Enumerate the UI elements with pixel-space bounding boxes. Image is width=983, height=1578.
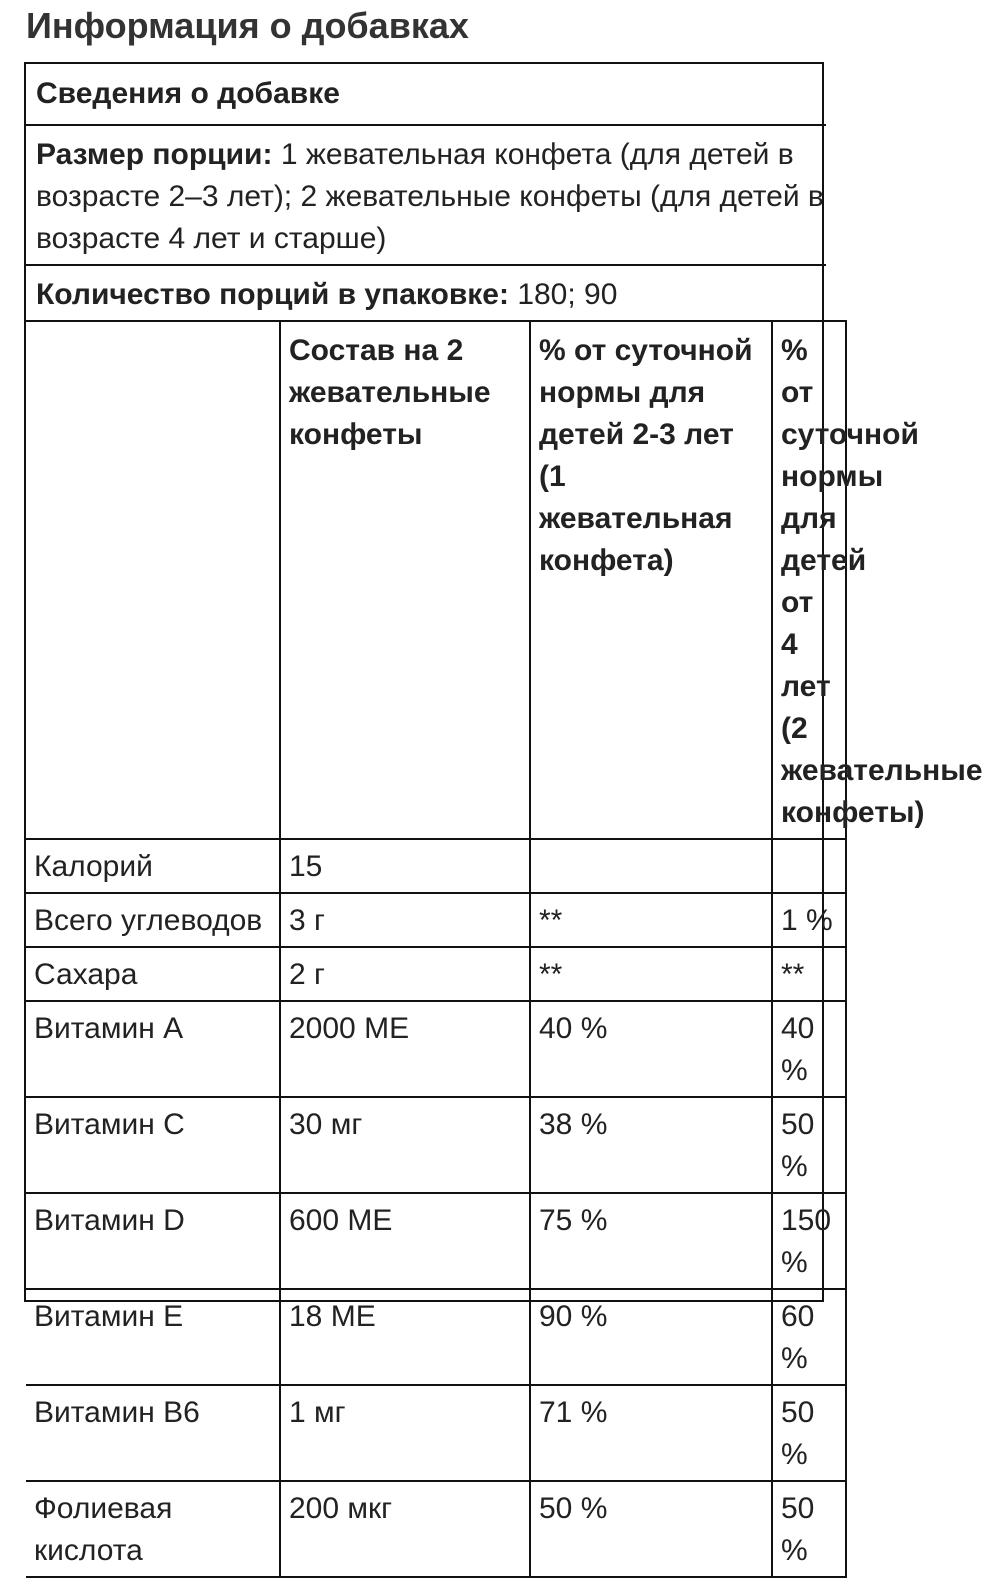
table-row [26, 1193, 846, 1289]
nutrient-dv-2-3 [530, 839, 772, 893]
nutrient-name: Витамин E [26, 1289, 280, 1385]
nutrient-dv-4plus: 1 % [772, 893, 846, 947]
nutrient-dv-2-3: ** [530, 947, 772, 1001]
serving-size-line-1 [36, 134, 826, 176]
nutrient-dv-2-3: ** [530, 893, 772, 947]
column-header-amount: Состав на 2 жевательные конфеты [280, 321, 530, 839]
nutrient-amount: 200 мкг [280, 1481, 530, 1577]
table-row [26, 1097, 846, 1193]
nutrient-dv-4plus: 60 % [772, 1289, 846, 1385]
table-row [26, 1481, 846, 1577]
nutrient-dv-4plus: 50 % [772, 1385, 846, 1481]
table-row [26, 1385, 846, 1481]
servings-per-container-label: Количество порций в упаковке: [36, 278, 509, 311]
nutrient-dv-2-3: 40 % [530, 1001, 772, 1097]
nutrient-name: Всего углеводов [26, 893, 280, 947]
serving-size-text-2: возрасте 2–3 лет); 2 жевательные конфеты (для детей в [36, 180, 824, 213]
nutrient-dv-4plus: 50 % [772, 1097, 846, 1193]
page-title: Информация о добавках [26, 5, 469, 46]
serving-size-row [26, 126, 826, 266]
table-row [26, 1001, 846, 1097]
table-row [26, 947, 846, 1001]
nutrients-table [26, 320, 983, 1578]
serving-size-label: Размер порции: [36, 138, 273, 171]
nutrient-amount: 3 г [280, 893, 530, 947]
nutrient-dv-4plus: 40 % [772, 1001, 846, 1097]
nutrient-dv-2-3: 38 % [530, 1097, 772, 1193]
nutrient-dv-2-3: 50 % [530, 1481, 772, 1577]
nutrient-name: Витамин C [26, 1097, 280, 1193]
nutrient-dv-2-3: 90 % [530, 1289, 772, 1385]
nutrient-name: Витамин D [26, 1193, 280, 1289]
column-header-nutrient [26, 321, 280, 839]
table-row [26, 839, 846, 893]
nutrient-name: Витамин A [26, 1001, 280, 1097]
nutrient-name: Калорий [26, 839, 280, 893]
table-header-row [26, 321, 846, 839]
column-header-dv-4plus: % от суточной нормы для детей от 4 лет (2 жевательные конфеты) [772, 321, 846, 839]
nutrient-dv-4plus: 150 % [772, 1193, 846, 1289]
table-row [26, 893, 846, 947]
nutrient-dv-4plus [772, 839, 846, 893]
column-header-dv-2-3: % от суточной нормы для детей 2-3 лет (1 жевательная конфета) [530, 321, 772, 839]
nutrient-amount: 18 МЕ [280, 1289, 530, 1385]
facts-header [26, 64, 826, 126]
nutrient-dv-4plus: 50 % [772, 1481, 846, 1577]
serving-size-text-3: возрасте 4 лет и старше) [36, 222, 387, 255]
nutrient-dv-2-3: 71 % [530, 1385, 772, 1481]
serving-size-text-1: 1 жевательная конфета (для детей в [280, 138, 794, 171]
nutrient-name: Сахара [26, 947, 280, 1001]
nutrient-dv-4plus: ** [772, 947, 846, 1001]
nutrient-amount: 2000 МЕ [280, 1001, 530, 1097]
supplement-facts-panel [24, 62, 983, 1567]
nutrient-amount: 600 МЕ [280, 1193, 530, 1289]
nutrient-amount: 2 г [280, 947, 530, 1001]
nutrient-dv-2-3: 75 % [530, 1193, 772, 1289]
servings-per-container-value: 180; 90 [517, 278, 618, 311]
nutrient-name: Фолиевая кислота [26, 1481, 280, 1577]
nutrient-amount: 1 мг [280, 1385, 530, 1481]
nutrient-amount: 15 [280, 839, 530, 893]
table-row [26, 1289, 846, 1385]
facts-header-label: Сведения о добавке [36, 77, 340, 110]
servings-per-container-row [26, 266, 826, 322]
nutrient-name: Витамин B6 [26, 1385, 280, 1481]
nutrient-amount: 30 мг [280, 1097, 530, 1193]
